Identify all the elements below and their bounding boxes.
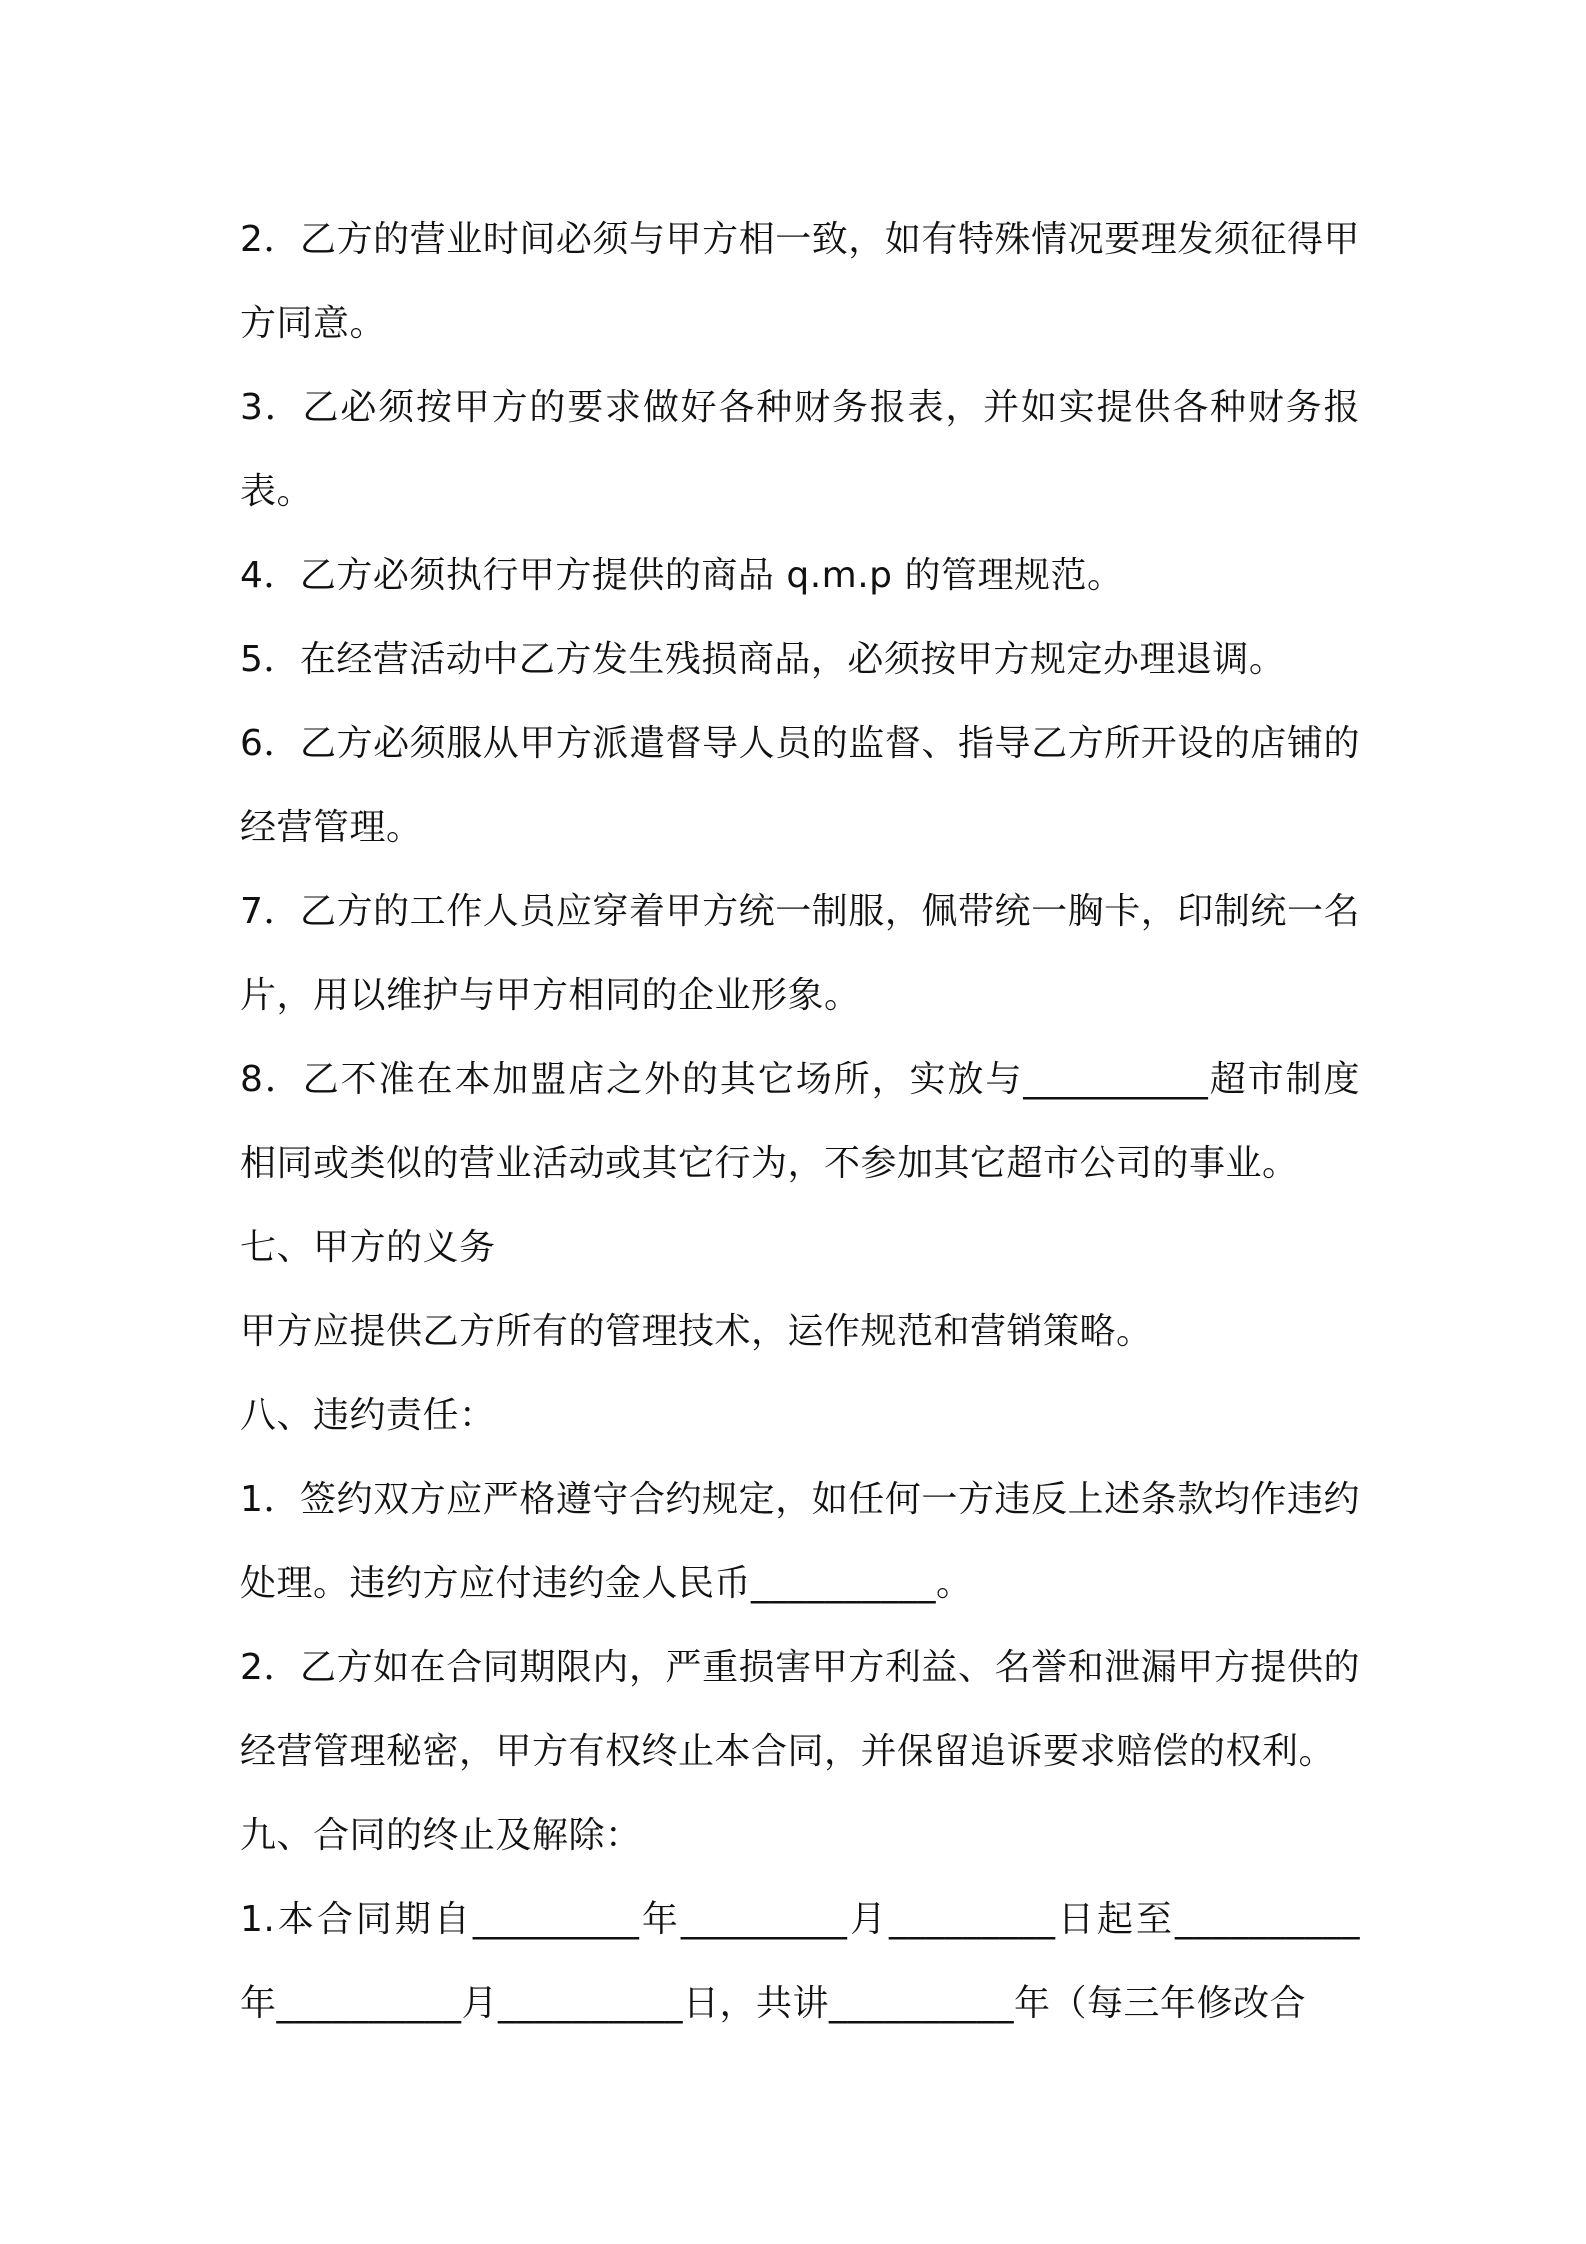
section-9-heading: 九、合同的终止及解除： xyxy=(240,1815,642,1856)
section-7-heading: 七、甲方的义务 xyxy=(240,1227,496,1268)
clause-2-business-hours: 2．乙方的营业时间必须与甲方相一致，如有特殊情况要理发须征得甲方同意。 xyxy=(240,219,1360,344)
clause-3-financial-reports: 3．乙必须按甲方的要求做好各种财务报表，并如实提供各种财务报表。 xyxy=(240,387,1360,512)
section-7-body: 甲方应提供乙方所有的管理技术，运作规范和营销策略。 xyxy=(240,1311,1153,1352)
document-body xyxy=(240,198,1360,2046)
section-9-clause-1: 1.本合同期自_________年_________月_________日起至__________年__________月__________日，共讲__________年（每三年修改合 xyxy=(240,1899,1360,2024)
clause-8-non-compete: 8．乙不准在本加盟店之外的其它场所，实放与__________超市制度相同或类似的营业活动或其它行为，不参加其它超市公司的事业。 xyxy=(240,1059,1360,1184)
clause-4-qmp-standards: 4．乙方必须执行甲方提供的商品 q.m.p 的管理规范。 xyxy=(240,555,1124,596)
section-8-heading: 八、违约责任： xyxy=(240,1395,496,1436)
section-8-clause-1: 1．签约双方应严格遵守合约规定，如任何一方违反上述条款均作违约处理。违约方应付违约金人民币__________。 xyxy=(240,1479,1360,1604)
clause-6-supervision: 6．乙方必须服从甲方派遣督导人员的监督、指导乙方所开设的店铺的经营管理。 xyxy=(240,723,1360,848)
clause-5-damaged-goods: 5．在经营活动中乙方发生残损商品，必须按甲方规定办理退调。 xyxy=(240,639,1286,680)
section-8-clause-2: 2．乙方如在合同期限内，严重损害甲方利益、名誉和泄漏甲方提供的经营管理秘密，甲方有权终止本合同，并保留追诉要求赔偿的权利。 xyxy=(240,1647,1360,1772)
clause-7-uniforms: 7．乙方的工作人员应穿着甲方统一制服，佩带统一胸卡，印制统一名片，用以维护与甲方相同的企业形象。 xyxy=(240,891,1360,1016)
